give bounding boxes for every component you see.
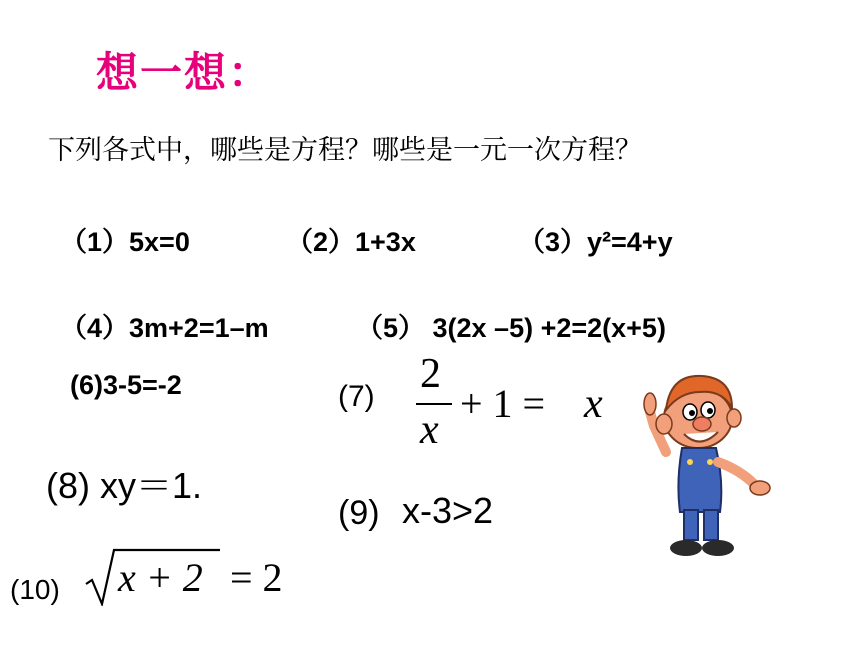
radicand — [118, 554, 203, 601]
equation-6: (6)3-5=-2 — [70, 370, 182, 400]
equation-8: (8) xy＝1. — [46, 465, 203, 506]
equation-3: （3）y²=4+y — [518, 227, 673, 257]
cartoon-boy-illustration — [636, 352, 776, 566]
page-title: 想一想： — [96, 48, 273, 97]
equation-7-label: (7) — [338, 380, 375, 413]
equation-7-rhs: x — [584, 381, 603, 427]
equation-7 — [414, 350, 614, 460]
equation-7-middle: + 1 = — [460, 381, 546, 426]
fraction-denominator: x — [420, 407, 439, 453]
radicand-text: x + 2 — [118, 555, 203, 600]
fraction-numerator: 2 — [420, 351, 441, 397]
equation-9-label: (9) — [338, 494, 380, 532]
question-text: 下列各式中，哪些是方程？哪些是一元一次方程？ — [48, 135, 642, 166]
equation-4: （4）3m+2=1–m — [60, 313, 269, 343]
equation-10-label: (10) — [10, 574, 60, 605]
equation-10-rhs: = 2 — [230, 555, 283, 600]
equation-1: （1）5x=0 — [60, 227, 190, 257]
fraction-bar — [416, 403, 452, 405]
equation-10 — [84, 542, 314, 612]
equation-9: x-3>2 — [402, 490, 494, 531]
equation-5: （5） 3(2x –5) +2=2(x+5) — [356, 313, 666, 343]
equation-2: （2）1+3x — [286, 227, 416, 257]
